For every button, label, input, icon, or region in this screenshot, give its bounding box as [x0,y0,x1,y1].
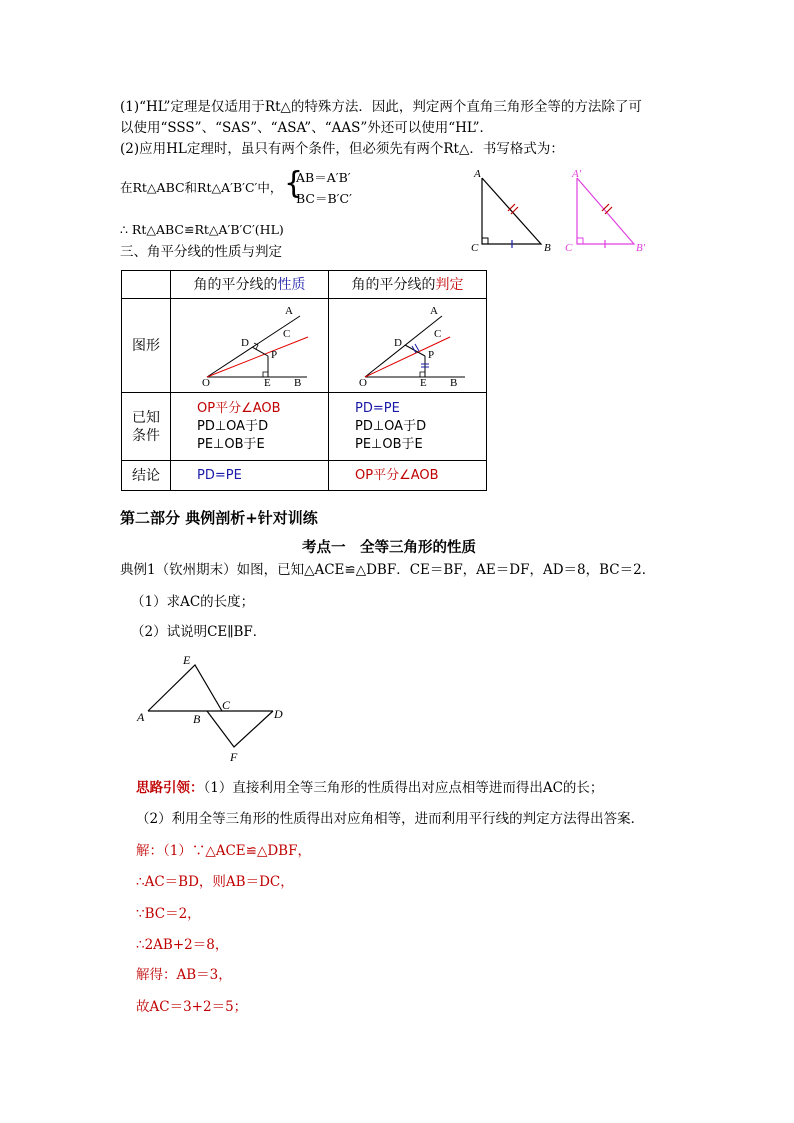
judgement-figure [330,300,485,386]
triangle-abc-prime [565,168,646,254]
row-known-label [122,393,171,461]
header-judgement-key: 判定 [435,276,464,293]
hl-note-line3: (2)应用HL定理时，虽只有两个条件，但必须先有两个Rt△．书写格式为： [120,141,564,157]
hint-line-1 [136,779,603,797]
fig2-label-d: D [394,337,402,349]
hint-line-2: （2）利用全等三角形的性质得出对应角相等，进而利用平行线的判定方法得出答案． [136,811,645,827]
hl-condition-1: AB＝A′B′ [296,170,351,185]
section3-title: 三、角平分线的性质与判定 [120,244,282,260]
triangle-abc [471,168,551,254]
fig2-label-o: O [359,377,367,386]
fig1-label-a: A [285,305,293,317]
hint-text-1: （1）直接利用全等三角形的性质得出对应点相等进而得出AC的长； [203,780,604,796]
row-figure-label: 图形 [122,299,171,393]
fig1-label-o: O [202,377,210,386]
example-label-f: F [230,750,238,764]
part2-title: 第二部分 典例剖析+针对训练 [120,509,318,527]
row-known-label-1: 已知 [132,409,160,426]
solution-line-5: 解得：AB＝3， [136,967,232,983]
fig1-label-b: B [294,377,302,386]
fig2-label-c: C [434,328,442,340]
judgement-condition-2: PD⊥OA于D [355,418,427,434]
label-b-prime: B′ [636,242,646,254]
header-property-prefix: 角的平分线的 [193,276,278,293]
property-condition-3: PE⊥OB于E [197,436,265,452]
label-c-prime: C [565,242,573,254]
header-judgement-prefix: 角的平分线的 [351,276,436,293]
fig1-label-d: D [241,337,249,349]
fig2-label-b: B [450,377,458,386]
fig1-label-e: E [264,377,271,386]
header-judgement [329,271,487,299]
judgement-condition-1: PD=PE [355,400,400,416]
label-a-prime: A′ [572,168,582,180]
fig1-label-p: P [271,349,278,361]
fig2-label-a: A [430,305,438,317]
fig2-label-p: P [428,349,435,361]
hl-note-line1: (1)“HL”定理是仅适用于Rt△的特殊方法．因此，判定两个直角三角形全等的方法除了可 [120,99,642,115]
label-a: A [474,168,481,180]
solution-line-3: ∵BC＝2， [136,906,201,922]
header-property-key: 性质 [277,276,306,293]
example-label-e: E [183,653,191,667]
figure-judgement-cell [329,299,487,393]
fig1-label-c: C [283,328,291,340]
hl-triangles-figure [466,164,656,256]
brace-glyph: { [284,166,304,201]
property-condition-1: OP平分∠AOB [197,400,281,416]
example-figure [135,652,295,764]
judgement-condition-3: PE⊥OB于E [355,436,423,452]
hl-conclusion: ∴ Rt△ABC≌Rt△A′B′C′(HL) [120,222,284,237]
hint-label: 思路引领： [136,780,204,796]
judgement-conditions [329,393,487,461]
example-question-2: （2）试说明CE∥BF． [131,624,267,640]
hl-condition-2: BC＝B′C′ [296,191,352,206]
row-conclusion-label: 结论 [122,461,171,491]
label-c: C [471,242,479,254]
fig2-label-e: E [420,377,427,386]
label-b: B [544,242,551,254]
solution-line-2: ∴AC＝BD，则AB＝DC， [136,874,294,890]
solution-line-1: 解：（1）∵△ACE≌△DBF， [136,843,311,859]
example-label-b: B [193,712,201,726]
solution-line-4: ∴2AB+2＝8， [136,937,229,953]
angle-bisector-table [121,270,487,491]
property-figure [172,300,327,386]
example-label-c: C [222,698,231,712]
header-property [171,271,329,299]
judgement-result: OP平分∠AOB [329,461,487,491]
example-label-d: D [274,707,283,721]
example-label-a: A [137,710,145,724]
figure-property-cell [171,299,329,393]
property-result: PD=PE [171,461,329,491]
solution-line-6: 故AC＝3+2＝5； [136,999,248,1015]
example-question-1: （1）求AC的长度； [131,594,255,610]
hl-note-line2: 以使用“SSS”、“SAS”、“ASA”、“AAS”外还可以使用“HL”． [120,120,494,136]
hl-format-prefix: 在Rt△ABC和Rt△A′B′C′中， [120,180,283,195]
row-known-label-2: 条件 [132,427,160,444]
table-corner [122,271,171,299]
property-condition-2: PD⊥OA于D [197,418,269,434]
example-intro: 典例1（钦州期末）如图，已知△ACE≌△DBF．CE＝BF，AE＝DF，AD＝8，BC＝2． [120,562,656,578]
kaodian-title: 考点一 全等三角形的性质 [302,539,476,556]
property-conditions [171,393,329,461]
